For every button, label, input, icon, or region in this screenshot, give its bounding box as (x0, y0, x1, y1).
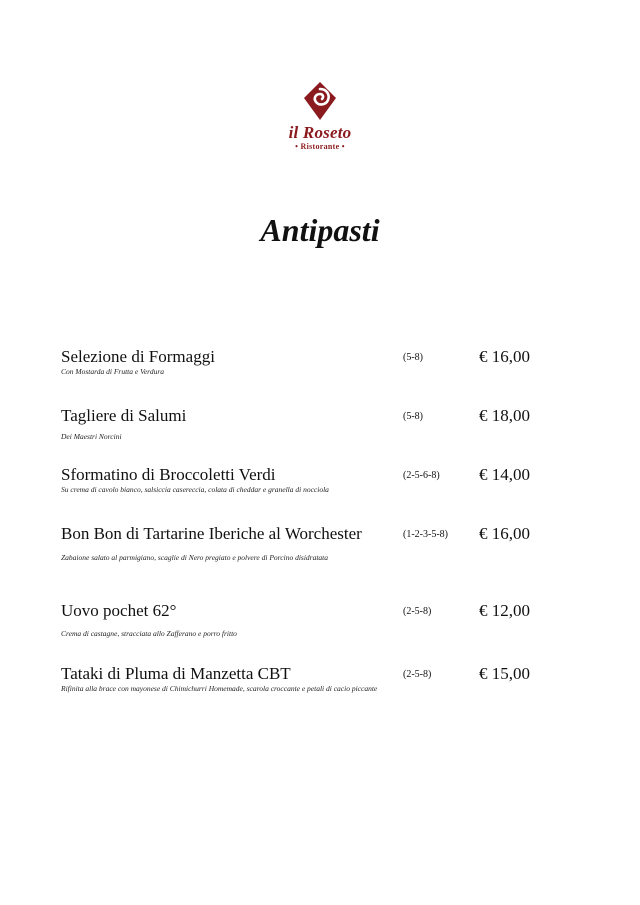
item-description: Crema di castagne, stracciata allo Zafferano e porro fritto (61, 629, 237, 638)
item-price: € 18,00 (479, 406, 530, 425)
item-price: € 16,00 (479, 347, 530, 366)
item-allergens: (1-2-3-5-8) (403, 529, 448, 540)
brand-name: il Roseto (288, 123, 352, 142)
item-name: Bon Bon di Tartarine Iberiche al Worchester (61, 524, 362, 543)
item-allergens: (2-5-8) (403, 669, 432, 680)
item-price: € 14,00 (479, 465, 530, 484)
item-description: Dei Maestri Norcini (61, 432, 122, 441)
item-allergens: (2-5-8) (403, 606, 432, 617)
item-allergens: (5-8) (403, 352, 423, 363)
item-allergens: (5-8) (403, 411, 423, 422)
item-name: Tataki di Pluma di Manzetta CBT (61, 664, 291, 683)
item-name: Tagliere di Salumi (61, 406, 187, 425)
item-allergens: (2-5-6-8) (403, 470, 440, 481)
section-title: Antipasti (260, 212, 380, 248)
rose-spiral-icon (301, 80, 339, 122)
item-name: Uovo pochet 62° (61, 601, 177, 620)
item-description: Zabaione salato al parmigiano, scaglie di Nero pregiato e polvere di Porcino disidratata (61, 553, 328, 562)
restaurant-logo (270, 80, 370, 152)
item-price: € 15,00 (479, 664, 530, 683)
item-price: € 12,00 (479, 601, 530, 620)
item-description: Con Mostarda di Frutta e Verdura (61, 367, 164, 376)
item-description: Rifinita alla brace con mayonese di Chimichurri Homemade, scarola croccante e petali di cacio piccante (61, 684, 378, 693)
brand-subtitle: • Ristorante • (295, 142, 345, 151)
item-description: Su crema di cavolo bianco, salsiccia casereccia, colata di cheddar e granella di nocciola (61, 485, 329, 494)
item-name: Sformatino di Broccoletti Verdi (61, 465, 276, 484)
item-name: Selezione di Formaggi (61, 347, 215, 366)
item-price: € 16,00 (479, 524, 530, 543)
